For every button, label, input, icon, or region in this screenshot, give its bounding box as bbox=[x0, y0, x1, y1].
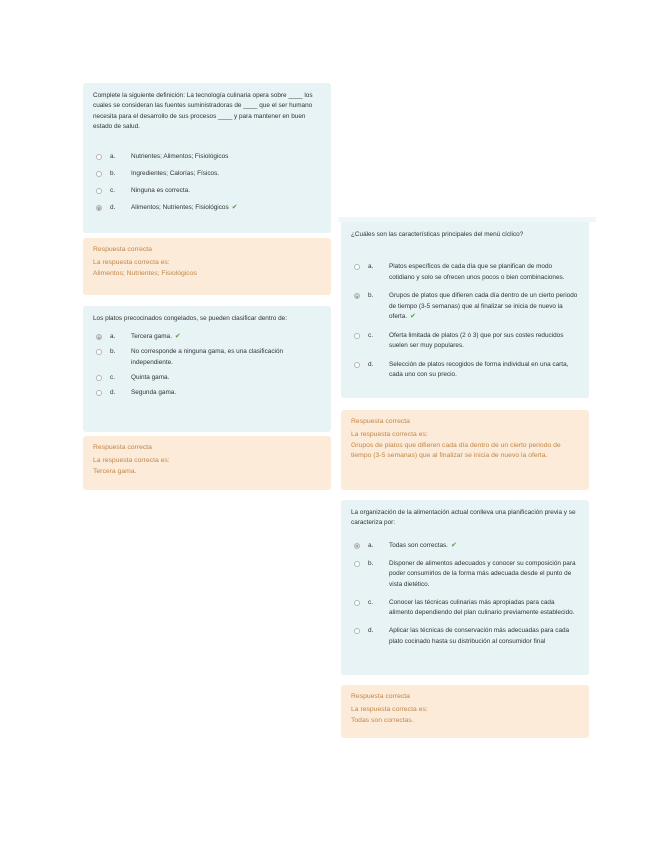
answer-option[interactable] bbox=[351, 559, 579, 591]
option-letter: c. bbox=[368, 331, 373, 339]
radio-button[interactable] bbox=[96, 188, 102, 194]
feedback-card-1 bbox=[83, 238, 331, 295]
radio-button[interactable] bbox=[354, 293, 360, 299]
question-text: Los platos precocinados congelados, se pueden clasificar dentro de: bbox=[93, 315, 287, 322]
question-text: ¿Cuáles son las características principales del menú cíclico? bbox=[351, 231, 524, 238]
option-letter: d. bbox=[368, 627, 374, 635]
feedback-title: Respuesta correcta bbox=[93, 246, 152, 253]
checkmark-icon: ✔ bbox=[410, 313, 416, 321]
option-text: Todas son correctas. bbox=[389, 541, 448, 549]
radio-button[interactable] bbox=[96, 375, 102, 381]
feedback-title: Respuesta correcta bbox=[351, 418, 410, 425]
answer-option[interactable] bbox=[351, 291, 579, 323]
answer-option[interactable] bbox=[351, 541, 579, 552]
radio-button[interactable] bbox=[354, 561, 360, 567]
feedback-label: La respuesta correcta es: bbox=[351, 431, 428, 438]
option-text: Segunda gama. bbox=[131, 388, 177, 396]
option-letter: d. bbox=[110, 388, 116, 396]
option-letter: a. bbox=[368, 263, 374, 271]
option-text: Disponer de alimentos adecuados y conocer su composición para poder consumirlos de la forma más adecuada desde el punto de vista dietético. bbox=[389, 559, 576, 588]
radio-button[interactable] bbox=[96, 205, 102, 211]
radio-button[interactable] bbox=[354, 362, 360, 368]
checkmark-icon: ✔ bbox=[231, 204, 238, 212]
radio-button[interactable] bbox=[354, 600, 360, 606]
radio-button[interactable] bbox=[96, 334, 102, 340]
option-letter: a. bbox=[110, 153, 116, 161]
radio-button[interactable] bbox=[96, 390, 102, 396]
answer-option[interactable] bbox=[93, 186, 321, 197]
option-text: Ingredientes; Calorías; Físicos. bbox=[131, 170, 220, 178]
answer-option[interactable] bbox=[93, 332, 321, 343]
feedback-answer: Alimentos; Nutrientes; Fisiológicos bbox=[93, 269, 197, 277]
option-letter: c. bbox=[368, 598, 373, 606]
feedback-label: La respuesta correcta es: bbox=[93, 457, 170, 464]
question-card-2 bbox=[83, 306, 331, 432]
checkmark-icon: ✔ bbox=[450, 541, 457, 549]
radio-button[interactable] bbox=[354, 333, 360, 339]
radio-button[interactable] bbox=[96, 171, 102, 177]
radio-button[interactable] bbox=[96, 154, 102, 160]
option-text: Alimentos; Nutrientes; Fisiológicos bbox=[131, 204, 229, 212]
option-text: Selección de platos recogidos de forma individual en una carta, cada uno con su precio. bbox=[389, 360, 569, 379]
option-letter: d. bbox=[368, 360, 374, 368]
answer-option[interactable] bbox=[93, 388, 321, 399]
question-card-1 bbox=[83, 83, 331, 233]
radio-button[interactable] bbox=[96, 349, 102, 355]
answer-option[interactable] bbox=[93, 347, 321, 368]
option-text: Grupos de platos que difieren cada día dentro de un cierto periodo de tiempo (3-5 semanas) que al finalizar se inicia de nuevo la oferta. bbox=[389, 292, 578, 321]
radio-button[interactable] bbox=[354, 628, 360, 634]
option-text: No corresponde a ninguna gama, es una clasificación independiente. bbox=[131, 348, 284, 366]
option-letter: a. bbox=[110, 333, 116, 341]
option-letter: b. bbox=[110, 170, 116, 178]
option-text: Platos específicos de cada día que se planifican de modo cotidiano y solo se ofrecen unos pocos o bien combinaciones. bbox=[389, 263, 565, 281]
option-letter: d. bbox=[110, 204, 116, 212]
question-text: La organización de la alimentación actual conlleva una planificación previa y se caracteriza por: bbox=[351, 509, 576, 527]
answer-option[interactable] bbox=[351, 626, 579, 647]
option-text: Quinta gama. bbox=[131, 373, 170, 381]
answer-option[interactable] bbox=[351, 598, 579, 619]
answer-option[interactable] bbox=[93, 169, 321, 180]
radio-button[interactable] bbox=[354, 543, 360, 549]
option-text: Tercera gama. bbox=[131, 333, 172, 341]
answer-option[interactable] bbox=[93, 203, 321, 214]
checkmark-icon: ✔ bbox=[174, 333, 181, 341]
feedback-card-3 bbox=[341, 410, 589, 490]
question-card-3 bbox=[341, 222, 589, 398]
feedback-card-4 bbox=[341, 685, 589, 738]
option-letter: c. bbox=[110, 373, 115, 381]
feedback-title: Respuesta correcta bbox=[93, 444, 152, 451]
feedback-answer: Tercera gama. bbox=[93, 467, 137, 475]
option-text: Aplicar las técnicas de conservación más adecuadas para cada plato cocinado hasta su distribución al consumidor final bbox=[389, 627, 570, 645]
answer-option[interactable] bbox=[93, 152, 321, 163]
option-letter: c. bbox=[110, 187, 115, 195]
option-letter: b. bbox=[368, 292, 374, 300]
question-card-4 bbox=[341, 500, 589, 675]
answer-option[interactable] bbox=[351, 262, 579, 283]
answer-option[interactable] bbox=[93, 373, 321, 384]
option-text: Ninguna es correcta. bbox=[131, 187, 190, 195]
option-letter: b. bbox=[110, 348, 116, 356]
option-text: Oferta limitada de platos (2 ó 3) que por sus costes reducidos suelen ser muy populares. bbox=[389, 331, 564, 350]
feedback-title: Respuesta correcta bbox=[351, 693, 410, 700]
answer-option[interactable] bbox=[351, 360, 579, 381]
question-text: Complete la siguiente definición: La tecnología culinaria opera sobre ____ los cuales se consideran las fuentes suministradoras de ____ que el ser humano necesita para el desarrollo de sus procesos ____ y para mantener en buen estado de salud. bbox=[93, 92, 313, 130]
feedback-answer: Grupos de platos que difieren cada día dentro de un cierto periodo de tiempo (3-5 semanas) que al finalizar se inicia de nuevo la oferta. bbox=[351, 441, 561, 459]
feedback-label: La respuesta correcta es: bbox=[93, 259, 170, 266]
option-letter: b. bbox=[368, 559, 374, 567]
feedback-label: La respuesta correcta es: bbox=[351, 706, 428, 713]
feedback-answer: Todas son correctas. bbox=[351, 716, 414, 724]
option-letter: a. bbox=[368, 541, 374, 549]
option-text: Conocer las técnicas culinarias más apropiadas para cada alimento dependiendo del plan culinario previamente establecido. bbox=[389, 598, 575, 617]
answer-option[interactable] bbox=[351, 331, 579, 352]
feedback-card-2 bbox=[83, 436, 331, 490]
option-text: Nutrientes; Alimentos; Fisiológicos bbox=[131, 153, 229, 161]
radio-button[interactable] bbox=[354, 264, 360, 270]
